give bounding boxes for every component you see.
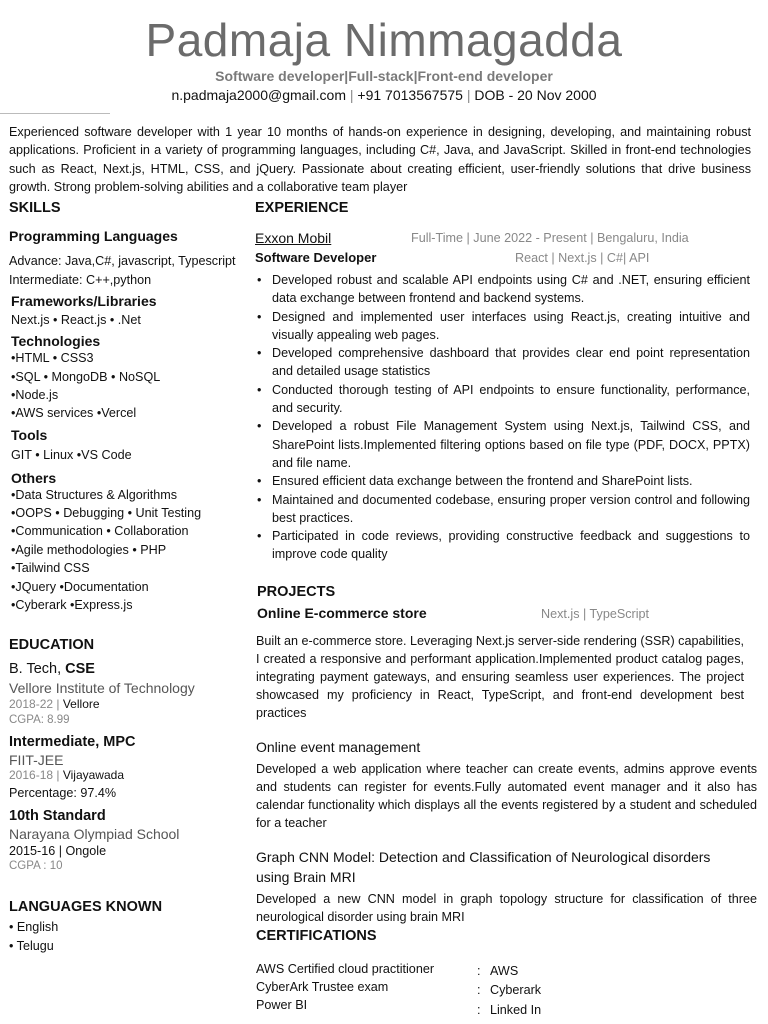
phone-number: +91 7013567575 <box>357 87 463 103</box>
skill-line: •AWS services •Vercel <box>11 406 137 420</box>
institute-name: FIIT-JEE <box>9 752 64 768</box>
list-item: • Conducted thorough testing of API endpoints to ensure functionality, performance, and security. <box>256 381 750 418</box>
project-title: Online event management <box>256 739 421 755</box>
skill-line: •Agile methodologies • PHP <box>11 543 167 557</box>
date-of-birth: DOB - 20 Nov 2000 <box>474 87 597 103</box>
skill-line: •Data Structures & Algorithms <box>11 488 178 502</box>
languages-heading: LANGUAGES KNOWN <box>9 899 163 915</box>
experience-heading: EXPERIENCE <box>255 200 349 216</box>
divider <box>0 113 110 114</box>
project-stack: Next.js | TypeScript <box>541 607 650 621</box>
skill-line: Next.js • React.js • .Net <box>11 313 141 327</box>
programming-languages-heading: Programming Languages <box>9 228 178 244</box>
summary-paragraph: Experienced software developer with 1 year 10 months of hands-on experience in designing, developing, and maintaining robust applications. Proficient in a variety of programming languages, including C#, Java, and JavaScript. Skilled in front-end technologies such as React, Next.js, HTML, CSS, and jQuery. Passionate about creating efficient, user-friendly solutions that drive business growth. Strong problem-solving abilities and a collaborative team player <box>9 125 751 195</box>
technologies-heading: Technologies <box>11 333 101 349</box>
list-item: • Ensured efficient data exchange between the frontend and SharePoint lists. <box>256 472 750 490</box>
list-item: • Maintained and documented codebase, ensuring proper version control and following best practices. <box>256 491 750 528</box>
project-title: Online E-commerce store <box>257 605 427 621</box>
skill-line: •HTML • CSS3 <box>11 351 94 365</box>
project-title: Graph CNN Model: Detection and Classification of Neurological disorders <box>256 849 711 865</box>
job-subtitle: Software developer|Full-stack|Front-end developer <box>215 68 553 84</box>
skill-line: •Node.js <box>11 388 59 402</box>
tenth-degree: 10th Standard <box>9 808 106 824</box>
separator: | <box>466 87 471 103</box>
list-item: • Participated in code reviews, providing constructive feedback and suggestions to improve code quality <box>256 527 750 564</box>
percentage: Percentage: 97.4% <box>9 786 117 800</box>
institute-name: Vellore Institute of Technology <box>9 680 195 696</box>
certification-name: Power BI <box>256 998 308 1012</box>
others-heading: Others <box>11 470 57 486</box>
skill-line: Intermediate: C++,python <box>9 273 152 287</box>
skill-line: •Communication • Collaboration <box>11 524 189 538</box>
skill-line: •OOPS • Debugging • Unit Testing <box>11 506 202 520</box>
cgpa: CGPA: 8.99 <box>9 714 70 726</box>
colon: : <box>477 983 481 997</box>
place: Vijayawada <box>62 768 124 782</box>
colon: : <box>477 1003 481 1017</box>
project-description: Built an e-commerce store. Leveraging Next.js server-side rendering (SSR) capabilities, I created a responsive and performant application.Implemented product catalog pages, integrating payment gateways, and ensuring seamless user experiences. The project showcased my proficiency in React, TypeScript, and front-end development best practices <box>256 634 744 720</box>
btech-degree <box>9 661 95 677</box>
skill-line: •SQL • MongoDB • NoSQL <box>11 370 161 384</box>
contact-line <box>0 87 768 103</box>
education-heading: EDUCATION <box>9 637 95 653</box>
years-place <box>9 697 100 711</box>
certification-name: AWS Certified cloud practitioner <box>256 962 435 976</box>
company-name: Exxon Mobil <box>255 230 332 246</box>
years: 2016-18 | <box>9 768 60 782</box>
certification-issuer: AWS <box>490 964 519 978</box>
certification-name: CyberArk Trustee exam <box>256 980 389 994</box>
language-item: • Telugu <box>9 939 54 953</box>
candidate-name: Padmaja Nimmagadda <box>145 14 623 66</box>
separator: | <box>349 87 354 103</box>
years: 2018-22 | <box>9 697 60 711</box>
skill-line: •Cyberark •Express.js <box>11 598 133 612</box>
projects-heading: PROJECTS <box>257 584 336 600</box>
skill-line: Advance: Java,C#, javascript, Typescript <box>9 254 236 268</box>
degree-name: B. Tech, <box>9 661 62 677</box>
years-place <box>9 768 124 782</box>
years-place: 2015-16 | Ongole <box>9 844 107 858</box>
place: Vellore <box>62 697 100 711</box>
frameworks-heading: Frameworks/Libraries <box>11 293 157 309</box>
cgpa: CGPA : 10 <box>9 860 63 872</box>
job-meta: Full-Time | June 2022 - Present | Bengaluru, India <box>411 231 689 245</box>
project-description: Developed a web application where teacher can create events, admins approve events and students can register for events.Fully automated event manager and it also has calendar functionality which displays all the events registered by a student and scheduled for a teacher <box>256 762 757 830</box>
intermediate-degree: Intermediate, MPC <box>9 734 136 750</box>
job-role: Software Developer <box>255 250 377 265</box>
project-description: Developed a new CNN model in graph topology structure for classification of three neurological disorder using brain MRI <box>256 892 757 924</box>
degree-branch: CSE <box>65 661 95 677</box>
tools-heading: Tools <box>11 427 48 443</box>
list-item: • Developed a robust File Management System using Next.js, Tailwind CSS, and SharePoint lists.Implemented filtering options based on file type (PDF, DOCX, PPTX) and file name. <box>256 417 750 472</box>
skill-line: •JQuery •Documentation <box>11 580 149 594</box>
experience-bullets <box>256 271 750 564</box>
list-item: • Designed and implemented user interfaces using React.js, creating intuitive and visually appealing web pages. <box>256 308 750 345</box>
email-link[interactable]: n.padmaja2000@gmail.com <box>171 87 346 103</box>
colon: : <box>477 964 481 978</box>
list-item: • Developed comprehensive dashboard that provides clear end point representation and detailed usage statistics <box>256 344 750 381</box>
skill-line: •Tailwind CSS <box>11 561 90 575</box>
skills-heading: SKILLS <box>9 200 61 216</box>
job-stack: React | Next.js | C#| API <box>515 251 650 265</box>
institute-name: Narayana Olympiad School <box>9 826 180 842</box>
certifications-heading: CERTIFICATIONS <box>256 928 377 944</box>
project-title: using Brain MRI <box>256 869 356 885</box>
skill-line: GIT • Linux •VS Code <box>11 448 132 462</box>
certification-issuer: Linked In <box>490 1003 542 1017</box>
certification-issuer: Cyberark <box>490 983 542 997</box>
list-item: • Developed robust and scalable API endpoints using C# and .NET, ensuring efficient data exchange between frontend and backend systems. <box>256 271 750 308</box>
language-item: • English <box>9 920 59 934</box>
